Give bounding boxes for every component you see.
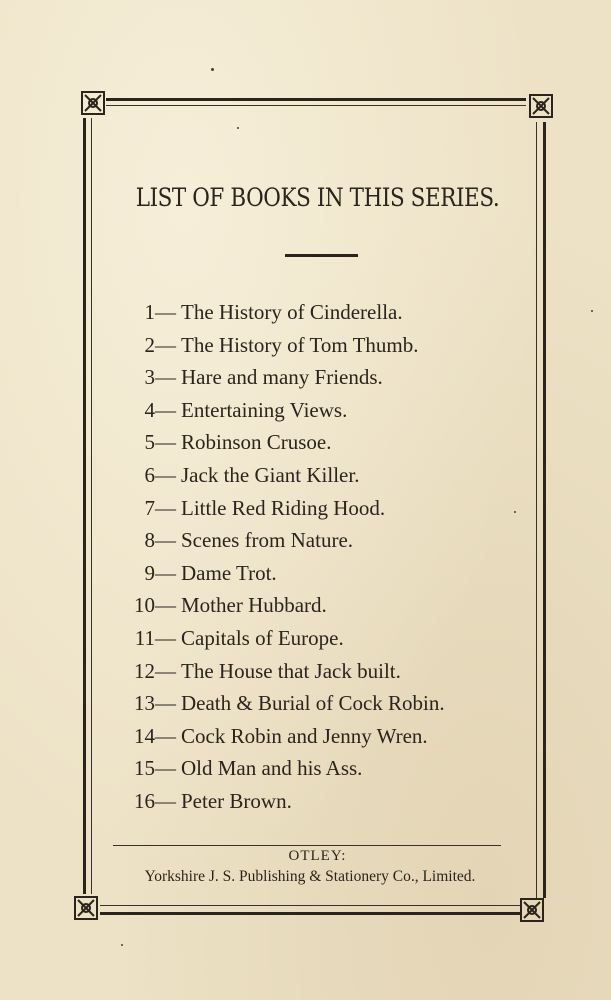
dash-separator: — [155,365,176,390]
book-list [0,296,611,818]
book-number: 8 [144,528,155,553]
list-item [0,785,611,818]
corner-ornament-top-right [529,94,553,118]
list-item [0,720,611,753]
list-item [0,459,611,492]
book-title: Cock Robin and Jenny Wren. [181,723,428,748]
ink-speck [211,68,214,71]
book-title: Death & Burial of Cock Robin. [181,691,445,716]
dash-separator: — [155,300,176,324]
book-number: 7 [144,495,155,520]
book-title: Peter Brown. [181,788,292,813]
book-title: Little Red Riding Hood. [181,495,386,520]
book-number: 6 [144,462,155,487]
book-number: 2 [144,332,155,357]
book-title: Dame Trot. [181,560,277,585]
dash-separator: — [155,658,176,683]
book-number: 4 [144,397,155,422]
book-title: Entertaining Views. [181,397,348,422]
book-title: Scenes from Nature. [181,528,354,553]
frame-top-rule-inner [106,105,526,106]
publisher-name: Yorkshire J. S. Publishing & Stationery Co., Limited. [144,868,476,885]
book-number: 12 [134,658,155,683]
dash-separator: — [155,430,176,455]
list-item [0,622,611,655]
dash-separator: — [155,462,176,487]
title-underline [285,254,358,257]
dash-separator: — [155,756,176,781]
list-item [0,589,611,622]
list-item [0,655,611,688]
book-number: 10 [134,593,155,618]
list-item [0,524,611,557]
list-item [0,394,611,427]
corner-ornament-bottom-right [520,898,544,922]
book-number: 3 [144,365,155,390]
dash-separator: — [155,397,176,422]
list-item [0,329,611,362]
ink-speck [237,127,239,129]
dash-separator: — [155,560,176,585]
frame-bottom-rule-outer [100,912,520,915]
list-item [0,492,611,525]
book-number: 15 [134,756,155,781]
publisher-place: OTLEY: [288,848,347,864]
book-title: The History of Cinderella. [181,300,403,324]
dash-separator: — [155,332,176,357]
dash-separator: — [155,788,176,813]
book-title: Old Man and his Ass. [181,756,363,781]
list-item [0,296,611,329]
frame-top-rule-outer [106,98,526,101]
dash-separator: — [155,495,176,520]
dash-separator: — [155,691,176,716]
book-title: Hare and many Friends. [181,365,383,390]
book-number: 14 [134,723,155,748]
dash-separator: — [155,593,176,618]
book-title: Mother Hubbard. [181,593,327,618]
list-item [0,557,611,590]
page-title: LIST OF BOOKS IN THIS SERIES. [135,183,500,212]
corner-ornament-top-left [81,91,105,115]
book-title: Jack the Giant Killer. [181,462,360,487]
book-number: 5 [144,430,155,455]
book-number: 1 [144,300,155,324]
book-title: Robinson Crusoe. [181,430,332,455]
book-title: Capitals of Europe. [181,625,344,650]
list-item [0,752,611,785]
footer-divider [113,845,501,846]
list-item [0,361,611,394]
corner-ornament-bottom-left [74,896,98,920]
list-item [0,426,611,459]
frame-bottom-rule-inner [100,905,520,906]
dash-separator: — [155,723,176,748]
book-number: 13 [134,691,155,716]
book-number: 16 [134,788,155,813]
book-title: The History of Tom Thumb. [181,332,419,357]
book-title: The House that Jack built. [181,658,401,683]
ink-speck [121,944,123,946]
list-item [0,687,611,720]
dash-separator: — [155,625,176,650]
book-number: 11 [134,625,155,650]
dash-separator: — [155,528,176,553]
book-number: 9 [144,560,155,585]
